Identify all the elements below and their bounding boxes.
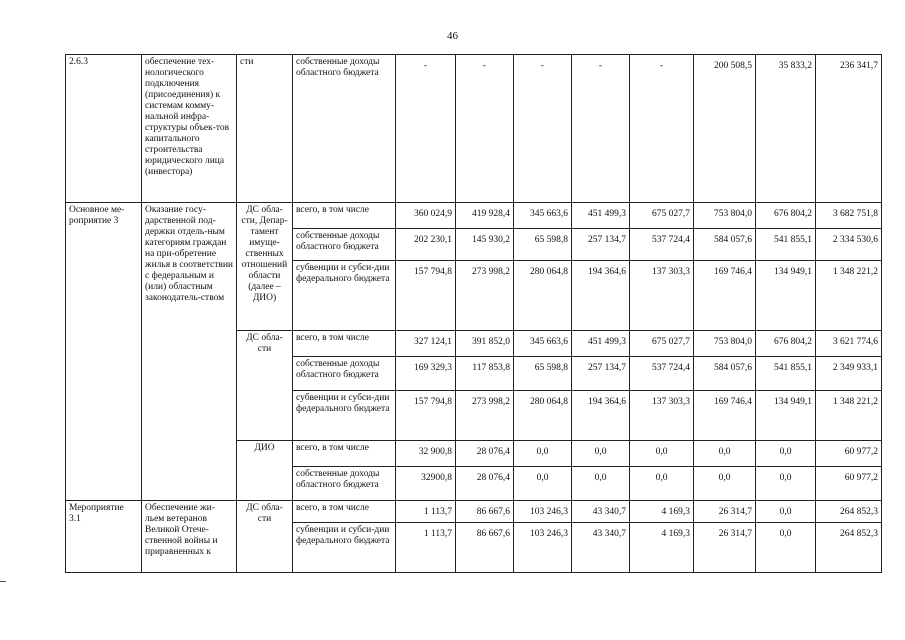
value-cell: 360 024,9: [396, 203, 456, 229]
value-cell: 273 998,2: [456, 391, 514, 441]
margin-mark: [0, 581, 6, 582]
value-cell: 676 804,2: [756, 331, 816, 357]
value-cell: 169 746,4: [694, 261, 756, 331]
value-cell: 26 314,7: [694, 523, 756, 573]
value-cell: 134 949,1: [756, 261, 816, 331]
value-cell: 0,0: [630, 441, 694, 467]
value-cell: -: [630, 55, 694, 203]
budget-table: [65, 54, 882, 573]
page-number: 46: [447, 30, 458, 42]
value-cell: 0,0: [756, 467, 816, 501]
value-cell: 0,0: [756, 501, 816, 523]
value-cell: 86 667,6: [456, 501, 514, 523]
executor-cell: сти: [237, 55, 293, 203]
value-cell: 145 930,2: [456, 229, 514, 261]
value-cell: 194 364,6: [572, 391, 630, 441]
value-cell: 65 598,8: [514, 357, 572, 391]
value-cell: 137 303,3: [630, 261, 694, 331]
name-cell: Обеспечение жи-льем ветеранов Великой Отече-ственной войны и приравненных к: [142, 501, 237, 573]
value-cell: 32900,8: [396, 467, 456, 501]
value-cell: 4 169,3: [630, 501, 694, 523]
code-cell: 2.6.3: [66, 55, 142, 203]
code-cell: Мероприятие 3.1: [66, 501, 142, 573]
executor-cell: ДС обла-сти: [237, 331, 293, 441]
value-cell: 26 314,7: [694, 501, 756, 523]
value-cell: 541 855,1: [756, 357, 816, 391]
value-cell: 103 246,3: [514, 501, 572, 523]
value-cell: 65 598,8: [514, 229, 572, 261]
source-cell: субвенции и субси-дии федерального бюджета: [293, 523, 396, 573]
source-cell: всего, в том числе: [293, 331, 396, 357]
value-cell: 257 134,7: [572, 357, 630, 391]
value-cell: -: [396, 55, 456, 203]
value-cell: 584 057,6: [694, 357, 756, 391]
value-cell: -: [514, 55, 572, 203]
source-cell: всего, в том числе: [293, 501, 396, 523]
value-cell: 0,0: [630, 467, 694, 501]
name-cell: обеспечение тех-нологического подключения (присоединения) к системам комму-нальной инфра-структуры объек-тов капитального строительства юридического лица (инвестора): [142, 55, 237, 203]
value-cell: 200 508,5: [694, 55, 756, 203]
table-row: [66, 501, 882, 523]
executor-cell: ДС обла-сти: [237, 501, 293, 573]
value-cell: 280 064,8: [514, 391, 572, 441]
value-cell: 60 977,2: [816, 467, 882, 501]
value-cell: 257 134,7: [572, 229, 630, 261]
value-cell: 194 364,6: [572, 261, 630, 331]
value-cell: 43 340,7: [572, 523, 630, 573]
value-cell: 0,0: [572, 467, 630, 501]
value-cell: 345 663,6: [514, 203, 572, 229]
value-cell: 753 804,0: [694, 203, 756, 229]
value-cell: 86 667,6: [456, 523, 514, 573]
value-cell: 0,0: [572, 441, 630, 467]
value-cell: 202 230,1: [396, 229, 456, 261]
value-cell: 419 928,4: [456, 203, 514, 229]
value-cell: 451 499,3: [572, 203, 630, 229]
value-cell: 169 746,4: [694, 391, 756, 441]
value-cell: 541 855,1: [756, 229, 816, 261]
value-cell: 3 682 751,8: [816, 203, 882, 229]
value-cell: 169 329,3: [396, 357, 456, 391]
executor-cell: ДИО: [237, 441, 293, 501]
value-cell: 0,0: [694, 441, 756, 467]
value-cell: 675 027,7: [630, 331, 694, 357]
value-cell: 1 113,7: [396, 523, 456, 573]
value-cell: 28 076,4: [456, 467, 514, 501]
value-cell: 157 794,8: [396, 261, 456, 331]
value-cell: 584 057,6: [694, 229, 756, 261]
source-cell: собственные доходы областного бюджета: [293, 55, 396, 203]
value-cell: 32 900,8: [396, 441, 456, 467]
value-cell: 451 499,3: [572, 331, 630, 357]
value-cell: 3 621 774,6: [816, 331, 882, 357]
value-cell: 1 348 221,2: [816, 261, 882, 331]
source-cell: собственные доходы областного бюджета: [293, 357, 396, 391]
value-cell: 753 804,0: [694, 331, 756, 357]
value-cell: 0,0: [514, 441, 572, 467]
value-cell: 0,0: [756, 523, 816, 573]
value-cell: 137 303,3: [630, 391, 694, 441]
name-cell: Оказание госу-дарственной под-держки отдель-ным категориям граждан на при-обретение жилья в соответствии с федеральным и (или) областным законодатель-ством: [142, 203, 237, 501]
table-row: [66, 55, 882, 203]
value-cell: 537 724,4: [630, 357, 694, 391]
value-cell: 0,0: [514, 467, 572, 501]
value-cell: 134 949,1: [756, 391, 816, 441]
value-cell: -: [456, 55, 514, 203]
source-cell: собственные доходы областного бюджета: [293, 229, 396, 261]
source-cell: всего, в том числе: [293, 441, 396, 467]
value-cell: 345 663,6: [514, 331, 572, 357]
value-cell: -: [572, 55, 630, 203]
value-cell: 264 852,3: [816, 501, 882, 523]
table-row: [66, 203, 882, 229]
value-cell: 1 113,7: [396, 501, 456, 523]
value-cell: 4 169,3: [630, 523, 694, 573]
code-cell: Основное ме-роприятие 3: [66, 203, 142, 501]
executor-cell: ДС обла-сти, Депар-тамент имуще-ственных отношений области (далее – ДИО): [237, 203, 293, 331]
value-cell: 60 977,2: [816, 441, 882, 467]
value-cell: 0,0: [694, 467, 756, 501]
value-cell: 43 340,7: [572, 501, 630, 523]
value-cell: 1 348 221,2: [816, 391, 882, 441]
value-cell: 0,0: [756, 441, 816, 467]
value-cell: 28 076,4: [456, 441, 514, 467]
value-cell: 676 804,2: [756, 203, 816, 229]
source-cell: собственные доходы областного бюджета: [293, 467, 396, 501]
value-cell: 35 833,2: [756, 55, 816, 203]
value-cell: 537 724,4: [630, 229, 694, 261]
value-cell: 2 349 933,1: [816, 357, 882, 391]
value-cell: 675 027,7: [630, 203, 694, 229]
value-cell: 103 246,3: [514, 523, 572, 573]
value-cell: 117 853,8: [456, 357, 514, 391]
value-cell: 391 852,0: [456, 331, 514, 357]
source-cell: всего, в том числе: [293, 203, 396, 229]
value-cell: 273 998,2: [456, 261, 514, 331]
value-cell: 157 794,8: [396, 391, 456, 441]
value-cell: 2 334 530,6: [816, 229, 882, 261]
value-cell: 280 064,8: [514, 261, 572, 331]
value-cell: 236 341,7: [816, 55, 882, 203]
source-cell: субвенции и субси-дии федерального бюджета: [293, 261, 396, 331]
source-cell: субвенции и субси-дии федерального бюджета: [293, 391, 396, 441]
value-cell: 264 852,3: [816, 523, 882, 573]
value-cell: 327 124,1: [396, 331, 456, 357]
